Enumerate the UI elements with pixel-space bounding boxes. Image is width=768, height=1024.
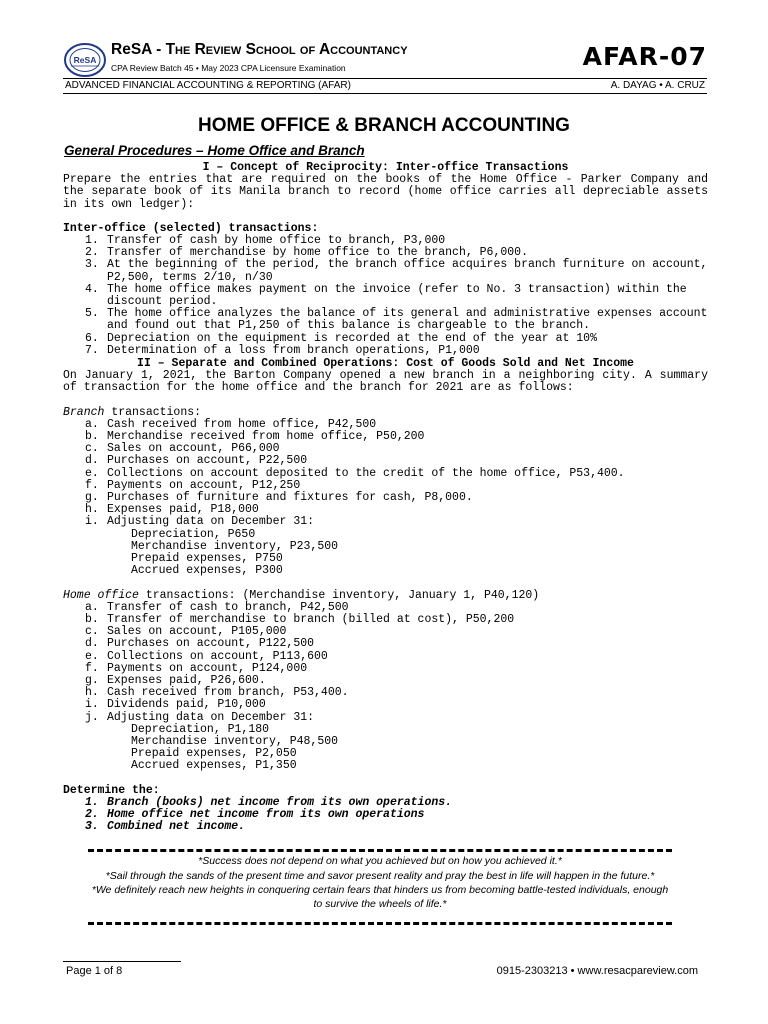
list-marker: d. bbox=[85, 637, 99, 651]
transaction-item bbox=[63, 308, 708, 332]
list-marker: d. bbox=[85, 454, 99, 468]
brand-title bbox=[111, 40, 408, 60]
transaction-item bbox=[63, 345, 708, 357]
determine-item bbox=[63, 821, 708, 833]
home-label: Home office bbox=[63, 588, 139, 602]
list-marker: h. bbox=[85, 503, 99, 517]
list-item-text: Transfer of cash by home office to branch, P3,000 bbox=[107, 234, 446, 248]
branch-transactions-list bbox=[63, 419, 708, 529]
page-number: Page 1 of 8 bbox=[66, 965, 123, 977]
list-marker: 5. bbox=[85, 307, 99, 321]
determine-list bbox=[63, 797, 708, 834]
list-marker: 3. bbox=[85, 820, 99, 834]
list-item-text: Collections on account, P113,600 bbox=[107, 649, 328, 663]
home-transaction-item bbox=[63, 712, 708, 724]
list-item-text: At the beginning of the period, the branch office acquires branch furniture on account, P2,500, terms 2/10, n/30 bbox=[107, 258, 708, 284]
logo-text: ReSA bbox=[73, 55, 97, 65]
list-marker: e. bbox=[85, 466, 99, 480]
list-item-text: Cash received from home office, P42,500 bbox=[107, 417, 377, 431]
list-item-text: Merchandise received from home office, P50,200 bbox=[107, 430, 425, 444]
quote-3: *We definitely reach new heights in conquering certain fears that hinders us from becoming battle-tested individuals, enough to survive the wheels of life.* bbox=[91, 884, 669, 910]
part1-transactions-list bbox=[63, 235, 708, 357]
header-rule-bottom bbox=[63, 93, 707, 94]
branch-adjusting-item: Depreciation, P650 bbox=[131, 527, 256, 541]
list-item-text: Transfer of cash to branch, P42,500 bbox=[107, 600, 349, 614]
quotes-block bbox=[88, 855, 672, 912]
list-item-text: Expenses paid, P18,000 bbox=[107, 503, 259, 517]
list-marker: f. bbox=[85, 478, 99, 492]
branch-suffix: transactions: bbox=[104, 405, 202, 419]
authors-label: A. DAYAG • A. CRUZ bbox=[610, 80, 705, 91]
list-item-text: Depreciation on the equipment is recorded at the end of the year at 10% bbox=[107, 331, 597, 345]
list-item-text: Payments on account, P12,250 bbox=[107, 478, 301, 492]
list-item-text: Home office net income from its own operations bbox=[107, 807, 425, 821]
part2-intro: On January 1, 2021, the Barton Company opened a new branch in a neighboring city. A summary of transaction for the home office and the branch for 2021 are as follows: bbox=[63, 369, 708, 395]
resa-logo bbox=[63, 42, 107, 78]
part1-intro: Prepare the entries that are required on the books of the Home Office - Parker Company and the separate book of its Manila branch to record (home office carries all depreciable assets in its own ledger): bbox=[63, 173, 708, 211]
list-marker: 7. bbox=[85, 343, 99, 357]
home-adjusting-item: Depreciation, P1,180 bbox=[131, 722, 270, 736]
section-title: General Procedures – Home Office and Branch bbox=[64, 143, 365, 158]
list-marker: 6. bbox=[85, 331, 99, 345]
branch-transaction-item bbox=[63, 516, 708, 528]
list-marker: g. bbox=[85, 673, 99, 687]
subject-label: ADVANCED FINANCIAL ACCOUNTING & REPORTING (AFAR) bbox=[65, 80, 351, 91]
list-marker: c. bbox=[85, 625, 99, 639]
list-item-text: Purchases on account, P122,500 bbox=[107, 637, 315, 651]
list-marker: a. bbox=[85, 600, 99, 614]
list-item-text: The home office analyzes the balance of its general and administrative expenses account and found out that P1,250 of this balance is chargeable to the branch. bbox=[107, 307, 708, 333]
list-marker: b. bbox=[85, 612, 99, 626]
list-item-text: The home office makes payment on the invoice (refer to No. 3 transaction) within the discount period. bbox=[107, 282, 687, 309]
quote-2: *Sail through the sands of the present time and savor present reality and pray the best in life will happen in the future.* bbox=[105, 869, 655, 882]
list-marker: a. bbox=[85, 417, 99, 431]
brand-short: ReSA bbox=[111, 41, 152, 58]
quotes-divider-top bbox=[88, 849, 672, 852]
list-item-text: Transfer of merchandise to branch (billed at cost), P50,200 bbox=[107, 612, 515, 626]
list-item-text: Sales on account, P66,000 bbox=[107, 442, 280, 456]
list-marker: f. bbox=[85, 661, 99, 675]
branch-label: Branch bbox=[63, 405, 105, 419]
list-item-text: Determination of a loss from branch operations, P1,000 bbox=[107, 343, 480, 357]
home-transactions-list bbox=[63, 602, 708, 724]
list-item-text: Payments on account, P124,000 bbox=[107, 661, 308, 675]
list-item-text: Purchases on account, P22,500 bbox=[107, 454, 308, 468]
list-marker: 4. bbox=[85, 282, 99, 296]
module-code: AFAR-07 bbox=[582, 42, 707, 71]
list-marker: 1. bbox=[85, 234, 99, 248]
list-item-text: Collections on account deposited to the credit of the home office, P53,400. bbox=[107, 466, 625, 480]
list-marker: h. bbox=[85, 686, 99, 700]
branch-adjusting-item: Merchandise inventory, P23,500 bbox=[131, 539, 339, 553]
list-marker: 2. bbox=[85, 807, 99, 821]
list-item-text: Branch (books) net income from its own operations. bbox=[107, 795, 453, 809]
branch-adjusting-item: Accrued expenses, P300 bbox=[131, 564, 283, 578]
list-item-text: Cash received from branch, P53,400. bbox=[107, 686, 349, 700]
list-item-text: Sales on account, P105,000 bbox=[107, 625, 287, 639]
list-marker: i. bbox=[85, 698, 99, 712]
list-item-text: Transfer of merchandise by home office to the branch, P6,000. bbox=[107, 246, 528, 260]
list-item-text: Combined net income. bbox=[107, 820, 246, 834]
list-item-text: Dividends paid, P10,000 bbox=[107, 698, 266, 712]
list-item-text: Adjusting data on December 31: bbox=[107, 710, 315, 724]
page-title: HOME OFFICE & BRANCH ACCOUNTING bbox=[198, 115, 570, 136]
list-marker: 3. bbox=[85, 258, 99, 272]
footer-rule bbox=[63, 961, 181, 962]
branch-adjusting-item: Prepaid expenses, P750 bbox=[131, 552, 283, 566]
determine-heading: Determine the: bbox=[63, 783, 160, 797]
transaction-item bbox=[63, 259, 708, 283]
transaction-item bbox=[63, 284, 708, 308]
contact-info: 0915-2303213 • www.resacpareview.com bbox=[496, 965, 698, 977]
list-marker: 2. bbox=[85, 246, 99, 260]
list-marker: j. bbox=[85, 710, 99, 724]
home-adjusting-list bbox=[63, 724, 708, 773]
brand-full: The Review School of Accountancy bbox=[165, 41, 408, 58]
quote-1: *Success does not depend on what you achieved but on how you achieved it.* bbox=[198, 855, 562, 867]
list-item-text: Expenses paid, P26,600. bbox=[107, 673, 266, 687]
branch-adjusting-list bbox=[63, 529, 708, 578]
list-marker: c. bbox=[85, 442, 99, 456]
home-adjusting-item: Prepaid expenses, P2,050 bbox=[131, 747, 297, 761]
part1-list-heading: Inter-office (selected) transactions: bbox=[63, 221, 319, 235]
document-body bbox=[63, 162, 708, 833]
home-suffix: transactions: (Merchandise inventory, January 1, P40,120) bbox=[138, 588, 540, 602]
list-marker: 1. bbox=[85, 795, 99, 809]
batch-subline: CPA Review Batch 45 • May 2023 CPA Licensure Examination bbox=[111, 63, 346, 73]
home-adjusting-item: Merchandise inventory, P48,500 bbox=[131, 734, 339, 748]
home-adjusting-item: Accrued expenses, P1,350 bbox=[131, 759, 297, 773]
list-marker: g. bbox=[85, 491, 99, 505]
list-item-text: Purchases of furniture and fixtures for cash, P8,000. bbox=[107, 491, 473, 505]
list-marker: b. bbox=[85, 430, 99, 444]
part1-heading: I – Concept of Reciprocity: Inter-office Transactions bbox=[202, 161, 569, 174]
list-marker: e. bbox=[85, 649, 99, 663]
list-item-text: Adjusting data on December 31: bbox=[107, 515, 315, 529]
list-marker: i. bbox=[85, 515, 99, 529]
brand-separator: - bbox=[151, 41, 166, 58]
quotes-divider-bottom bbox=[88, 922, 672, 925]
part2-heading: II – Separate and Combined Operations: Cost of Goods Sold and Net Income bbox=[137, 357, 634, 371]
